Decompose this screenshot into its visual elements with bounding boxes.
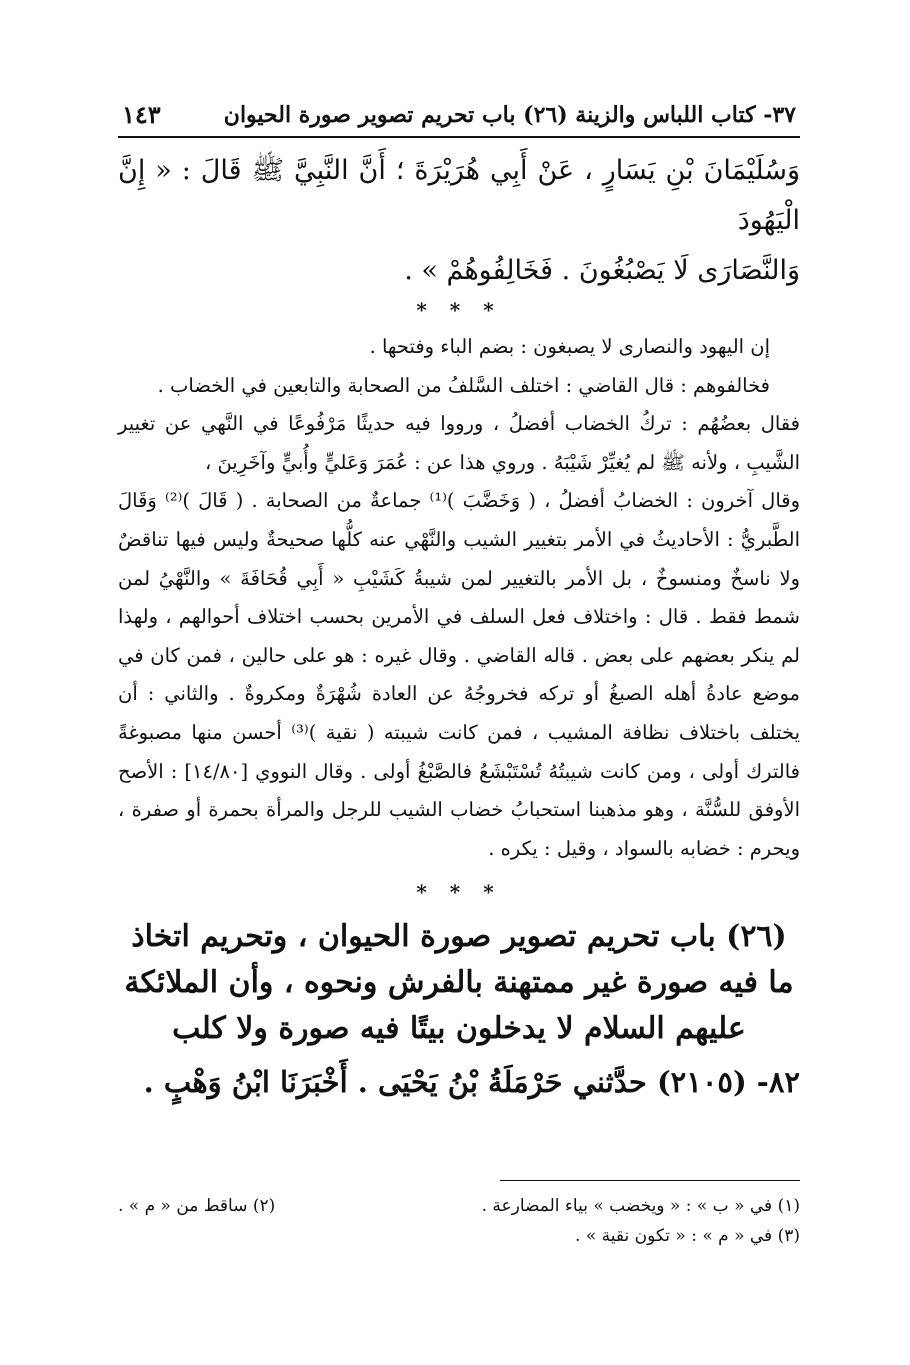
footnote-row-2 xyxy=(118,1221,800,1251)
page-header xyxy=(118,100,800,138)
footnote-rule xyxy=(500,1180,800,1181)
chapter-heading: (٢٦) باب تحريم تصوير صورة الحيوان ، وتحريم اتخاذ ما فيه صورة غير ممتهنة بالفرش ونحوه ، وأن الملائكة عليهم السلام لا يدخلون بيتًا فيه صورة ولا كلب xyxy=(124,919,794,1047)
footnote-3: (٣) في « م » : « تكون نقية » . xyxy=(575,1226,800,1246)
commentary-paragraph-1: إن اليهود والنصارى لا يصبغون : بضم الباء وفتحها . xyxy=(369,335,770,358)
footnote-2: (٢) ساقط من « م » . xyxy=(118,1196,276,1216)
footnotes xyxy=(118,1180,800,1251)
commentary xyxy=(118,328,800,868)
section-separator-2: * * * xyxy=(416,880,502,905)
book-page xyxy=(118,100,800,1106)
hadith-line-2: وَالنَّصَارَى لَا يَصْبُغُونَ . فَخَالِفُوهُمْ » . xyxy=(404,255,800,286)
commentary-paragraph-3: فقال بعضُهُم : تركُ الخضاب أفضلُ ، ورووا فيه حديثًا مَرْفُوعًا في النَّهي عن تغيير الشَّيبِ ، ولأنه ﷺ لم يُغيِّرْ شَيْبَهُ . وروي هذا عن : عُمَرَ وَعَليٍّ وأُبيٍّ وآخَرِينَ ، xyxy=(118,412,800,474)
commentary-paragraph-2: فخالفوهم : قال القاضي : اختلف السَّلفُ من الصحابة والتابعين في الخضاب . xyxy=(157,373,770,397)
next-hadith: ٨٢- (٢١٠٥) حدَّثني حَرْمَلَةُ بْنُ يَحْيَى . أَخْبَرَنَا ابْنُ وَهْبٍ . xyxy=(143,1065,800,1100)
page-number: ١٤٣ xyxy=(122,100,161,129)
footnote-row-1 xyxy=(118,1191,800,1221)
running-title: ٣٧- كتاب اللباس والزينة (٢٦) باب تحريم تصوير صورة الحيوان xyxy=(223,102,796,128)
commentary-paragraph-4: وقال آخرون : الخضابُ أفضلُ ، ( وَخَضَّبَ )⁽¹⁾ جماعةٌ من الصحابة . ( قَالَ )⁽²⁾ وَقَالَ الطَّبريُّ : الأحاديثُ في الأمر بتغيير الشيب والنَّهْي عنه كلُّها صحيحةٌ وليس فيها تناقضٌ ولا ناسخٌ ومنسوخٌ ، بل الأمر بالتغيير لمن شيبةُ كَشَيْبِ « أَبِي قُحَافَةَ » والنَّهْيُ لمن شمط فقط . قال : واختلاف فعل السلف في الأمرين بحسب اختلاف أحوالهم ، ولهذا لم ينكر بعضهم على بعض . قاله القاضي . وقال غيره : هو على حالين ، فمن كان في موضع عادةُ أهله الصبغُ أو تركه فخروجُهُ عن العادة شُهْرَةٌ ومكروةٌ . والثاني : أن يختلف باختلاف نظافة المشيب ، فمن كانت شيبته ( نقية )⁽³⁾ أحسن منها مصبوغةً فالترك أولى ، ومن كانت شيبتُهُ تُسْتَبْشَعُ فالصَّبْغُ أولى . وقال النووي [١٤/٨٠] : الأصح الأوفق للسُّنَّة ، وهو مذهبنا استحبابُ خضاب الشيب للرجل والمرأة بحمرة أو صفرة ، ويحرم : خضابه بالسواد ، وقيل : يكره . xyxy=(118,489,801,860)
section-separator: * * * xyxy=(416,298,502,322)
hadith-text xyxy=(118,146,800,296)
footnote-1: (١) في « ب » : « ويخضب » بياء المضارعة . xyxy=(481,1196,800,1216)
hadith-line-1: وَسُلَيْمَانَ بْنِ يَسَارٍ ، عَنْ أَبِي هُرَيْرَةَ ؛ أَنَّ النَّبِيَّ ﷺ قَالَ : « إِنَّ الْيَهُودَ xyxy=(118,155,800,236)
